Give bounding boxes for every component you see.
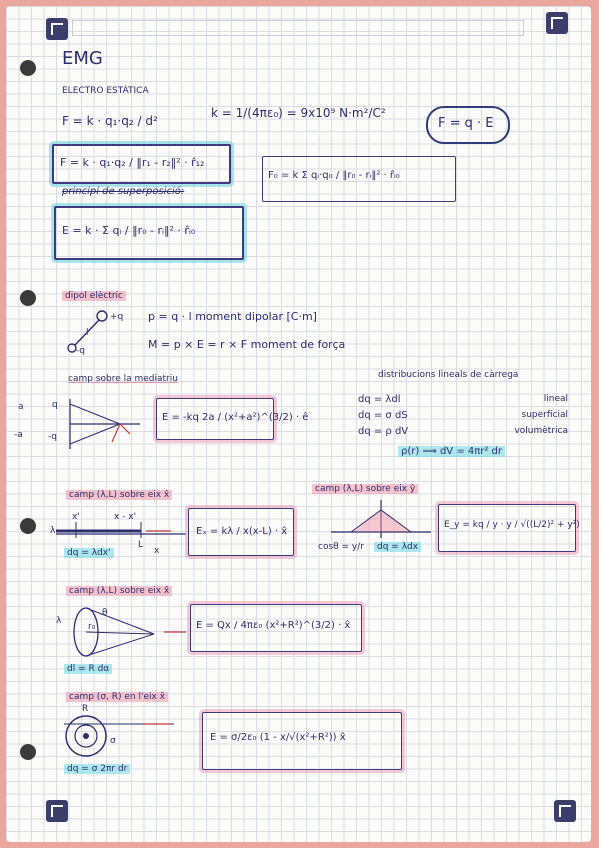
distribution-list <box>358 394 568 442</box>
plus-q-label: +q <box>110 312 124 322</box>
sigma-label: σ <box>110 736 116 746</box>
ring-sketch <box>64 604 194 660</box>
distribution-row <box>358 410 568 426</box>
distribution-type: lineal <box>543 394 568 404</box>
disk-sketch <box>64 710 184 760</box>
section-heading: camp (λ,L) sobre eix x̂ <box>66 490 172 500</box>
field-y: E_y = kq / y · y / √((L/2)² + y²) <box>444 520 580 530</box>
k-definition: k = 1/(4πε₀) = 9x10⁹ N·m²/C² <box>211 106 386 120</box>
lambda-label: λ <box>50 526 56 536</box>
lambda-label: λ <box>56 616 62 626</box>
binder-hole-icon <box>20 518 36 534</box>
corner-logo-icon <box>46 18 68 40</box>
distribution-equation: dq = σ dS <box>358 410 408 421</box>
field-mediatriu: E = -kq 2a / (x²+a²)^(3/2) · ê <box>162 412 309 423</box>
page-title: EMG <box>62 48 103 69</box>
q-label: q <box>52 400 58 410</box>
dipole-moment: p = q · l moment dipolar [C·m] <box>148 310 317 323</box>
section-heading: camp (λ,L) sobre eix x̂ <box>66 586 172 596</box>
rho-formula: ρ(r) ⟹ dV = 4πr² dr <box>398 446 505 457</box>
theta-label: θ <box>102 608 108 618</box>
line-charge-y-sketch <box>326 498 436 542</box>
formula-box <box>426 106 510 144</box>
coulomb-vector: F = k · q₁·q₂ / ‖r₁ - r₂‖² · r̂₁₂ <box>60 156 205 169</box>
field-ring: E = Qx / 4πε₀ (x²+R²)^(3/2) · x̂ <box>196 620 351 631</box>
field-disk: E = σ/2ε₀ (1 - x/√(x²+R²)) x̂ <box>210 732 346 743</box>
corner-logo-icon <box>554 800 576 822</box>
distribution-row <box>358 426 568 442</box>
binder-hole-icon <box>20 60 36 76</box>
minus-q-label: -q <box>48 432 57 442</box>
section-heading: ELECTRO ESTÀTICA <box>62 86 149 96</box>
binder-hole-icon <box>20 290 36 306</box>
coulomb-law: F = k · q₁·q₂ / d² <box>62 114 158 128</box>
section-heading: distribucions lineals de càrrega <box>378 370 519 380</box>
distribution-type: superficial <box>521 410 568 420</box>
distribution-row <box>358 394 568 410</box>
distribution-type: volumètrica <box>514 426 568 436</box>
L-label: L <box>138 540 144 550</box>
minus-a-label: -a <box>14 430 23 440</box>
r-label: R <box>82 704 89 714</box>
dq-y-label: dq = λdx <box>374 542 421 552</box>
section-heading: camp (σ, R) en l'eix x̂ <box>66 692 168 702</box>
dq-label: dq = λdx' <box>64 548 114 558</box>
section-heading: dipol elèctric <box>62 291 126 301</box>
mediatriu-sketch <box>30 394 150 454</box>
x-prime-label: x' <box>72 512 80 522</box>
r0-label: r₀ <box>88 622 96 632</box>
corner-logo-icon <box>546 12 568 34</box>
section-heading: camp (λ,L) sobre eix ŷ <box>312 484 418 494</box>
notebook-page <box>6 6 591 842</box>
l-label: l <box>86 328 89 338</box>
subsection-heading: camp sobre la mediatriu <box>68 374 178 384</box>
x-minus-label: x - x' <box>114 512 137 522</box>
x-axis-label: x <box>154 546 160 556</box>
distribution-equation: dq = ρ dV <box>358 426 409 437</box>
superposition-label: principi de superposició: <box>62 186 185 197</box>
dl-label: dl = R dα <box>64 664 112 674</box>
field-sum: E = k · Σ qᵢ / ‖r₀ - rᵢ‖² · r̂ᵢ₀ <box>62 224 196 237</box>
a-label: a <box>18 402 24 412</box>
cos-label: cosθ = y/r <box>318 542 364 552</box>
torque: M = p × E = r × F moment de força <box>148 338 346 351</box>
binder-hole-icon <box>20 744 36 760</box>
force-charge-field: F = q · E <box>438 116 494 131</box>
dq-label: dq = σ 2πr dr <box>64 764 130 774</box>
header-strip <box>72 20 524 36</box>
field-x: Eₓ = kλ / x(x-L) · x̂ <box>196 526 288 537</box>
superposition-formula: F₀ = k Σ qᵢ·q₀ / ‖r₀ - rᵢ‖² · r̂ᵢ₀ <box>268 170 400 181</box>
corner-logo-icon <box>46 800 68 822</box>
distribution-equation: dq = λdl <box>358 394 401 405</box>
minus-q-label: -q <box>76 346 85 356</box>
